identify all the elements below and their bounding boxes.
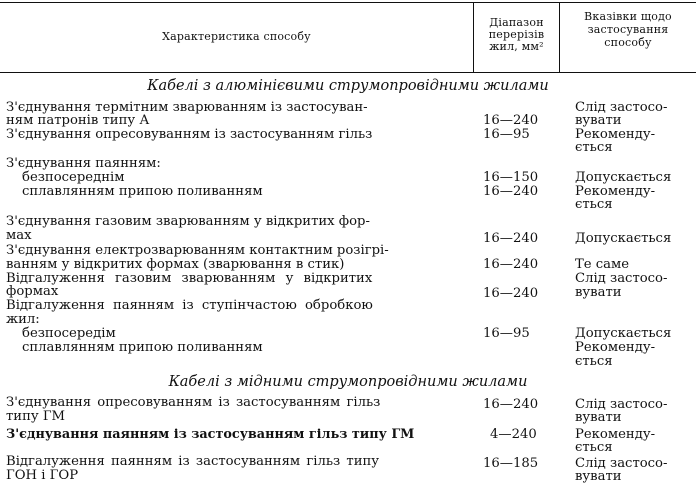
row1-range: 16—240: [483, 113, 539, 128]
header-notes-line2: застосування: [587, 23, 669, 36]
row6-range: 16—240: [483, 286, 539, 301]
row8-note-line2: вувати: [575, 410, 622, 425]
row8-note-line1: Слід застосо-: [575, 397, 668, 412]
row5-text-line1: З'єднування електрозварюванням контактним розігрі-: [6, 243, 389, 258]
row3-sub-line2: сплавлянням припою поливанням: [22, 184, 263, 199]
row6-text-line2: формах: [6, 284, 59, 299]
header-range-line1: Діапазон: [489, 16, 544, 29]
row10-text-line1: Відгалуження паянням із застосуванням гільз типу: [6, 454, 380, 469]
row2-range: 16—95: [483, 127, 530, 142]
row6-text-line1: Відгалуження газовим зварюванням у відкритих: [6, 271, 373, 286]
row8-text-line1: З'єднування опресовуванням із застосуванням гільз: [6, 395, 381, 410]
header-notes-line1: Вказівки щодо: [584, 10, 672, 23]
row7-text-line2: жил:: [6, 312, 40, 327]
row6-note-line2: вувати: [575, 285, 622, 300]
section-title-aluminium: Кабелі з алюмінієвими струмопровідними жилами: [147, 78, 549, 94]
header-range-line2: перерізів: [488, 28, 545, 41]
row5-text-line2: ванням у відкритих формах (зварювання в стик): [6, 257, 345, 272]
row10-text-line2: ГОН і ГОР: [6, 468, 79, 483]
row5-note-line1: Те саме: [575, 257, 630, 272]
row3-sub-line1: безпосереднім: [22, 170, 125, 185]
row4-text-line1: З'єднування газовим зварюванням у відкритих фор-: [6, 214, 370, 229]
row9-text-line1: З'єднування паянням із застосуванням гільз типу ГМ: [6, 427, 415, 442]
row7-sub-line2: сплавлянням припою поливанням: [22, 340, 263, 355]
row1-note-line1: Слід застосо-: [575, 100, 668, 115]
row9-note-line1: Рекоменду-: [575, 427, 656, 442]
row7-note-line3: ється: [575, 354, 613, 369]
header-notes-line3: способу: [604, 36, 652, 49]
row1-text-line2: ням патронів типу А: [6, 113, 150, 128]
row1-text-line1: З'єднування термітним зварюванням із застосуван-: [6, 100, 368, 115]
header-characteristic: Характеристика способу: [162, 30, 311, 43]
row3-range1: 16—150: [483, 170, 539, 185]
row4-text-line2: мах: [6, 228, 32, 243]
header-range-line3: жил, мм²: [489, 40, 544, 53]
row7-sub-line1: безпосередім: [22, 326, 116, 341]
row10-range: 16—185: [483, 456, 539, 471]
row10-note-line2: вувати: [575, 469, 622, 484]
row6-note-line1: Слід застосо-: [575, 271, 668, 286]
row3-note-line3: ється: [575, 197, 613, 212]
row7-note-line2: Рекоменду-: [575, 340, 656, 355]
row2-text-line1: З'єднування опресовуванням із застосуванням гільз: [6, 127, 373, 142]
table-header-rule: [0, 72, 696, 73]
row3-range2: 16—240: [483, 184, 539, 199]
row3-text-line1: З'єднування паянням:: [6, 156, 161, 171]
row7-text-line1: Відгалуження паянням із ступінчастою обробкою: [6, 298, 373, 313]
row4-note-line1: Допускається: [575, 231, 672, 246]
table-top-rule: [0, 2, 696, 3]
row3-note-line1: Допускається: [575, 170, 672, 185]
section-title-copper: Кабелі з мідними струмопровідними жилами: [168, 374, 528, 390]
row8-range: 16—240: [483, 397, 539, 412]
row9-note-line2: ється: [575, 440, 613, 455]
row2-note-line1: Рекоменду-: [575, 127, 656, 142]
row5-range: 16—240: [483, 257, 539, 272]
row7-range: 16—95: [483, 326, 530, 341]
row8-text-line2: типу ГМ: [6, 409, 66, 424]
row1-note-line2: вувати: [575, 113, 622, 128]
row2-note-line2: ється: [575, 140, 613, 155]
row9-range: 4—240: [490, 427, 537, 442]
row3-note-line2: Рекоменду-: [575, 184, 656, 199]
row4-range: 16—240: [483, 231, 539, 246]
row7-note-line1: Допускається: [575, 326, 672, 341]
row10-note-line1: Слід застосо-: [575, 456, 668, 471]
